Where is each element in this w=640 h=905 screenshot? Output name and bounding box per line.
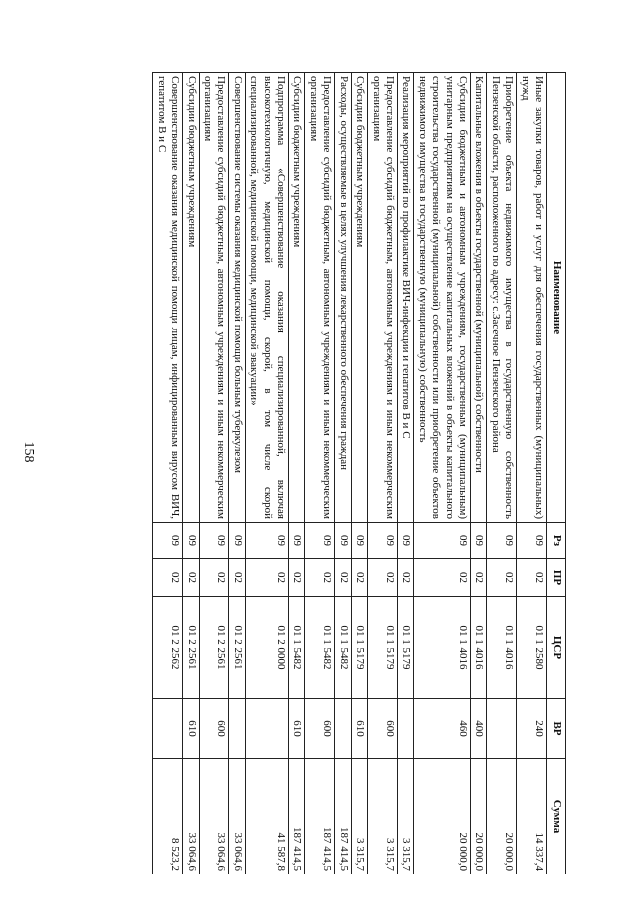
cell-sum: 41 587,8: [245, 759, 288, 875]
cell-vr: [153, 699, 183, 759]
cell-vr: 600: [305, 699, 335, 759]
table-row: [368, 73, 398, 875]
cell-pr: 02: [305, 559, 335, 597]
cell-rz: 09: [229, 523, 245, 559]
cell-name: Субсидии бюджетным учреждениям: [183, 73, 199, 523]
cell-sum: 3 315,7: [368, 759, 398, 875]
cell-rz: 09: [153, 523, 183, 559]
cell-pr: 02: [414, 559, 471, 597]
cell-sum: 33 064,6: [199, 759, 229, 875]
cell-rz: 09: [414, 523, 471, 559]
cell-name: Иные закупки товаров, работ и услуг для обеспечения государственных (муниципальных) нужд: [517, 73, 547, 523]
cell-vr: 600: [199, 699, 229, 759]
cell-vr: 610: [351, 699, 367, 759]
cell-sum: 33 064,6: [183, 759, 199, 875]
header-name: Наименование: [547, 73, 566, 523]
cell-rz: 09: [368, 523, 398, 559]
cell-name: Субсидии бюджетным и автономным учреждениям, государственным (муниципальным) унитарным предприятиям на осуществление капитальных вложений в объекты капитального строительства государственной (муниципальной) собственности или приобретение объектов недвижимого имущества в государственную (муниципальную) собственность: [414, 73, 471, 523]
cell-sum: 187 414,5: [305, 759, 335, 875]
cell-csr: 01 1 4016: [470, 597, 486, 699]
cell-pr: 02: [470, 559, 486, 597]
cell-csr: 01 1 4016: [487, 597, 517, 699]
cell-sum: 20 000,0: [414, 759, 471, 875]
table-row: [517, 73, 547, 875]
cell-rz: 09: [517, 523, 547, 559]
rotated-page-content: [82, 72, 566, 874]
cell-rz: 09: [289, 523, 305, 559]
cell-csr: 01 2 2561: [229, 597, 245, 699]
header-vr: ВР: [547, 699, 566, 759]
cell-csr: 01 1 4016: [414, 597, 471, 699]
cell-name: Реализация мероприятий по профилактике ВИЧ-инфекции и гепатитов В и С: [397, 73, 413, 523]
cell-pr: 02: [397, 559, 413, 597]
cell-csr: 01 1 5179: [351, 597, 367, 699]
cell-vr: [397, 699, 413, 759]
header-row: [547, 73, 566, 875]
cell-rz: 09: [305, 523, 335, 559]
cell-csr: 01 1 5179: [368, 597, 398, 699]
cell-vr: 600: [368, 699, 398, 759]
cell-sum: 20 000,0: [487, 759, 517, 875]
cell-pr: 02: [183, 559, 199, 597]
cell-csr: 01 2 0000: [245, 597, 288, 699]
cell-sum: 3 315,7: [397, 759, 413, 875]
cell-pr: 02: [368, 559, 398, 597]
cell-csr: 01 2 2561: [199, 597, 229, 699]
cell-rz: 09: [470, 523, 486, 559]
table-body: [153, 73, 547, 875]
cell-vr: 460: [414, 699, 471, 759]
table-row: [183, 73, 199, 875]
cell-vr: [335, 699, 351, 759]
cell-name: Совершенствование оказания медицинской помощи лицам, инфицированным вирусом ВИЧ, гепатитом В и С: [153, 73, 183, 523]
cell-name: Предоставление субсидий бюджетным, автономным учреждениям и иным некоммерческим организациям: [368, 73, 398, 523]
header-sum: Сумма: [547, 759, 566, 875]
cell-sum: 20 000,0: [470, 759, 486, 875]
cell-vr: 240: [517, 699, 547, 759]
cell-pr: 02: [199, 559, 229, 597]
cell-sum: 14 337,4: [517, 759, 547, 875]
cell-vr: [487, 699, 517, 759]
cell-name: Приобретение объекта недвижимого имущества в государственную собственность Пензенской области, расположенного по адресу: с.Засечное Пензенского района: [487, 73, 517, 523]
cell-pr: 02: [229, 559, 245, 597]
table-row: [289, 73, 305, 875]
table-row: [245, 73, 288, 875]
cell-name: Подпрограмма «Совершенствование оказания специализированной, включая высокотехнологичную, медицинской помощи, скорой, в том числе скорой специализированной, медицинской помощи, медицинской эвакуации»: [245, 73, 288, 523]
cell-pr: 02: [517, 559, 547, 597]
cell-pr: 02: [487, 559, 517, 597]
table-header: [547, 73, 566, 875]
cell-sum: 187 414,5: [289, 759, 305, 875]
cell-rz: 09: [335, 523, 351, 559]
cell-sum: 33 064,6: [229, 759, 245, 875]
cell-vr: [229, 699, 245, 759]
cell-rz: 09: [183, 523, 199, 559]
page-number: 158: [21, 441, 36, 463]
cell-name: Субсидии бюджетным учреждениям: [351, 73, 367, 523]
cell-name: Совершенствование системы оказания медицинской помощи больным туберкулезом: [229, 73, 245, 523]
cell-rz: 09: [487, 523, 517, 559]
cell-pr: 02: [335, 559, 351, 597]
table-row: [397, 73, 413, 875]
cell-rz: 09: [199, 523, 229, 559]
cell-name: Субсидии бюджетным учреждениям: [289, 73, 305, 523]
table-row: [229, 73, 245, 875]
cell-name: Расходы, осуществляемые в целях улучшения лекарственного обеспечения граждан: [335, 73, 351, 523]
page-number-margin: [0, 0, 56, 905]
cell-rz: 09: [245, 523, 288, 559]
cell-name: Предоставление субсидий бюджетным, автономным учреждениям и иным некоммерческим организациям: [199, 73, 229, 523]
table-row: [487, 73, 517, 875]
cell-csr: 01 2 2561: [183, 597, 199, 699]
table-row: [414, 73, 471, 875]
cell-csr: 01 2 2562: [153, 597, 183, 699]
cell-pr: 02: [351, 559, 367, 597]
cell-name: Предоставление субсидий бюджетным, автономным учреждениям и иным некоммерческим организациям: [305, 73, 335, 523]
table-row: [199, 73, 229, 875]
budget-table: [152, 72, 566, 874]
cell-sum: 3 315,7: [351, 759, 367, 875]
cell-sum: 187 414,5: [335, 759, 351, 875]
table-row: [470, 73, 486, 875]
table-row: [305, 73, 335, 875]
header-rz: Рз: [547, 523, 566, 559]
cell-vr: 610: [183, 699, 199, 759]
cell-pr: 02: [245, 559, 288, 597]
cell-rz: 09: [351, 523, 367, 559]
cell-csr: 01 1 5482: [335, 597, 351, 699]
cell-vr: [245, 699, 288, 759]
cell-vr: 610: [289, 699, 305, 759]
table-row: [153, 73, 183, 875]
header-pr: ПР: [547, 559, 566, 597]
cell-vr: 400: [470, 699, 486, 759]
table-row: [351, 73, 367, 875]
table-row: [335, 73, 351, 875]
cell-csr: 01 1 2580: [517, 597, 547, 699]
cell-name: Капитальные вложения в объекты государственной (муниципальной) собственности: [470, 73, 486, 523]
cell-pr: 02: [153, 559, 183, 597]
cell-sum: 8 523,2: [153, 759, 183, 875]
rotated-table-container: [82, 72, 566, 874]
header-csr: ЦСР: [547, 597, 566, 699]
cell-rz: 09: [397, 523, 413, 559]
cell-csr: 01 1 5482: [305, 597, 335, 699]
cell-pr: 02: [289, 559, 305, 597]
cell-csr: 01 1 5179: [397, 597, 413, 699]
cell-csr: 01 1 5482: [289, 597, 305, 699]
